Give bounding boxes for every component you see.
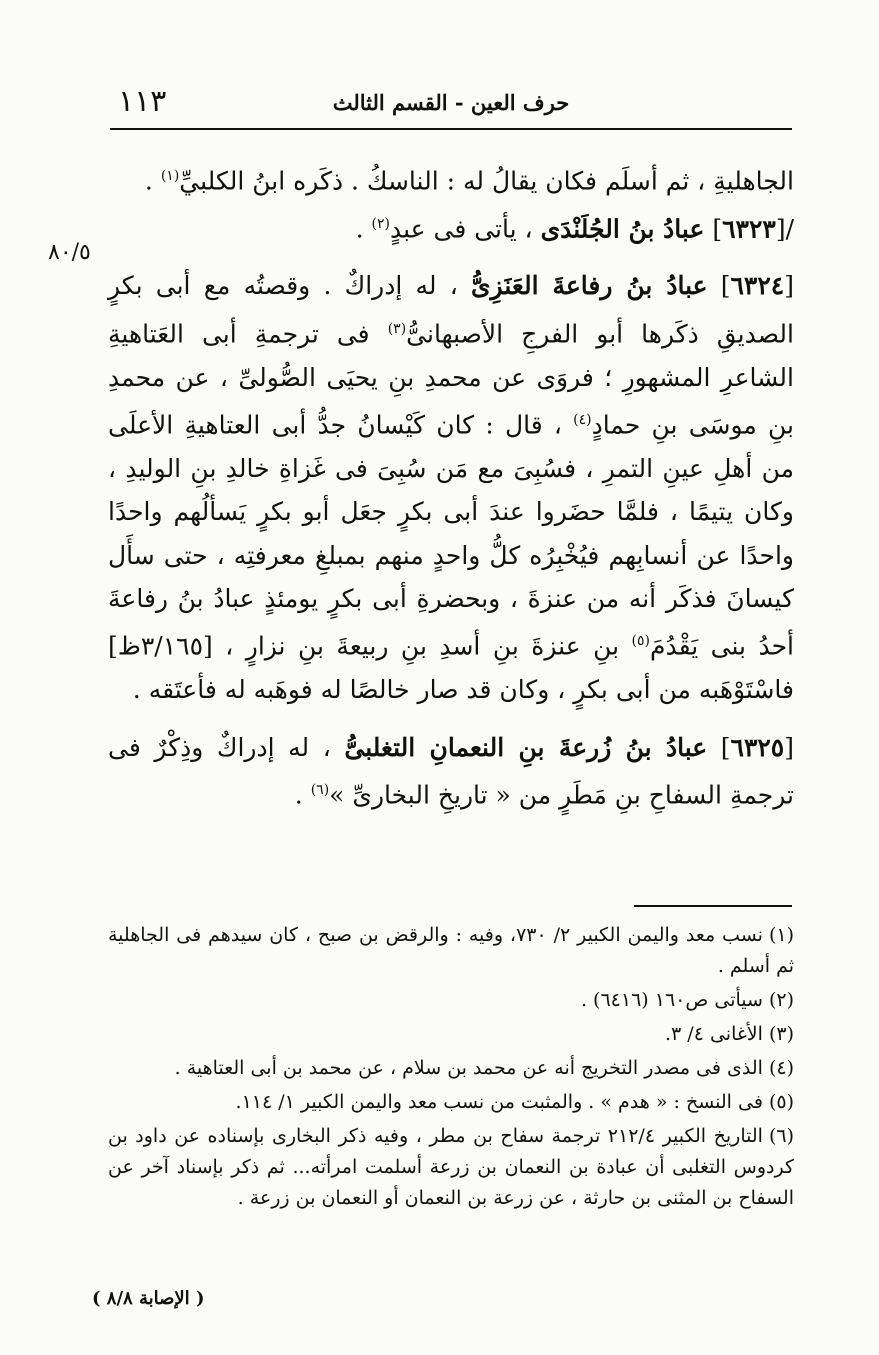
footnote-ref[interactable]: (٢)	[371, 215, 390, 232]
footnote-text: فى النسخ : « هدم » . والمثبت من نسب معد واليمن الكبير ١/ ١١٤.	[235, 1091, 763, 1113]
footnote	[108, 985, 794, 1016]
continuation-paragraph: الجاهليةِ ، ثم أسلَم فكان يقالُ له : الناسكُ . ذكَره ابنُ الكلبيِّ$^{(١)}$ .	[144, 166, 794, 196]
entry-name: عبادُ بنُ الجُلَنْدَى	[540, 214, 705, 244]
entry-number: ٦٣٢٤	[730, 271, 785, 301]
footnote-ref[interactable]: (٤)	[573, 412, 592, 429]
footnote-number: (٥)	[768, 1091, 794, 1113]
footnote-ref[interactable]: (٦)	[310, 781, 330, 798]
footnote	[108, 1053, 794, 1084]
footnote-separator	[634, 905, 792, 907]
footnotes	[108, 920, 794, 1217]
footnote-text: الذى فى مصدر التخريج أنه عن محمد بن سلام ، عن محمد بن أبى العتاهية .	[174, 1057, 763, 1079]
footnote-text: سيأتى ص١٦٠ (٦٤١٦) .	[580, 989, 763, 1011]
page-header	[110, 78, 792, 128]
running-title: حرف العين - القسم الثالث	[332, 90, 570, 115]
signature-folio: ( الإصابة ٨/٨ )	[92, 1288, 205, 1309]
footnote	[108, 1121, 794, 1214]
page-number: ١١٣	[118, 84, 167, 119]
entry-6324: [٦٣٢٤] عبادُ بنُ رفاعةَ العَنَزِىُّ ، له إدراكٌ . وقصتُه مع أبى بكرٍ الصديقِ ذكَرها أبو الفرجِ الأصبهانىُّ$^{(٣)}$ فى ترجمةِ أبى العَتاهيةِ الشاعرِ المشهورِ ؛ فروَى عن محمدِ بنِ يحيَى الصُّولىِّ ، عن محمدِ بنِ موسَى بنِ حمادٍ$^{(٤)}$ ، قال : كان كَيْسانُ جدُّ أبى العتاهيةِ الأعلَى من أهلِ عينِ التمرِ ، فسُبِىَ مع مَن سُبِىَ فى غَزاةِ خالدِ بنِ الوليدِ ، وكان يتيمًا ، فلمَّا حضَروا عندَ أبى بكرٍ جعَل أبو بكرٍ يَسألُهم واحدًا واحدًا عن أنسابِهم فيُخْبِرُه كلُّ واحدٍ منهم بمبلغِ معرفتِه ، حتى سأَل كيسانَ فذكَر أنه من عنزةَ ، وبحضرةِ أبى بكرٍ يومئذٍ عبادُ بنُ رفاعةَ أحدُ بنى يَقْدُمَ$^{(٥)}$ بنِ عنزةَ بنِ أسدِ بنِ ربيعةَ بنِ نزارٍ ، [٣/١٦٥ظ] فاسْتَوْهَبه من أبى بكرٍ ، وكان قد صار خالصًا له فوهَبه له فأعتَقه .	[108, 271, 794, 705]
footnote	[108, 920, 794, 982]
footnote	[108, 1019, 794, 1050]
margin-manuscript-ref: ٨٠/٥	[48, 240, 91, 265]
entry-number: ٦٣٢٣	[722, 214, 776, 244]
footnote-number: (٣)	[768, 1023, 794, 1045]
footnote-ref[interactable]: (١)	[160, 168, 180, 184]
footnote-text: التاريخ الكبير ٢١٢/٤ ترجمة سفاح بن مطر ، وفيه ذكر البخارى بإسناده عن داود بن كردوس التغلبى أن عبادة بن النعمان بن زرعة أسلمت امرأته... ثم ذكر بإسناد آخر عن السفاح بن المثنى بن حارثة ، عن زرعة بن النعمان أو النعمان بن زرعة .	[108, 1125, 794, 1209]
entry-6323: /[٦٣٢٣] عبادُ بنُ الجُلَنْدَى ، يأتى فى عبدٍ$^{(٢)}$ .	[355, 214, 794, 244]
footnote-text: الأغانى ٤/ ٣.	[664, 1023, 763, 1045]
entry-6325: [٦٣٢٥] عبادُ بنُ زُرعةَ بنِ النعمانِ التغلبىُّ ، له إدراكٌ وذِكْرٌ فى ترجمةِ السفاحِ بنِ مَطَرٍ من « تاريخِ البخارىِّ »$^{(٦)}$ .	[108, 732, 794, 810]
main-text	[108, 155, 794, 817]
footnote-number: (٦)	[768, 1125, 794, 1147]
footnote-text: نسب معد واليمن الكبير ٢/ ٧٣٠، وفيه : والرقض بن صبح ، كان سيدهم فى الجاهلية ثم أسلم .	[108, 924, 794, 977]
footnote-ref[interactable]: (٥)	[631, 633, 650, 650]
footnote-ref[interactable]: (٣)	[387, 320, 407, 337]
footnote-number: (٢)	[768, 989, 794, 1011]
footnote-number: (١)	[768, 924, 794, 946]
entry-name: عبادُ بنُ زُرعةَ بنِ النعمانِ التغلبىُّ	[344, 732, 708, 762]
entry-number: ٦٣٢٥	[730, 732, 785, 762]
footnote	[108, 1087, 794, 1118]
footnote-number: (٤)	[768, 1057, 794, 1079]
header-rule	[110, 128, 792, 130]
entry-name: عبادُ بنُ رفاعةَ العَنَزِىُّ	[470, 271, 708, 301]
